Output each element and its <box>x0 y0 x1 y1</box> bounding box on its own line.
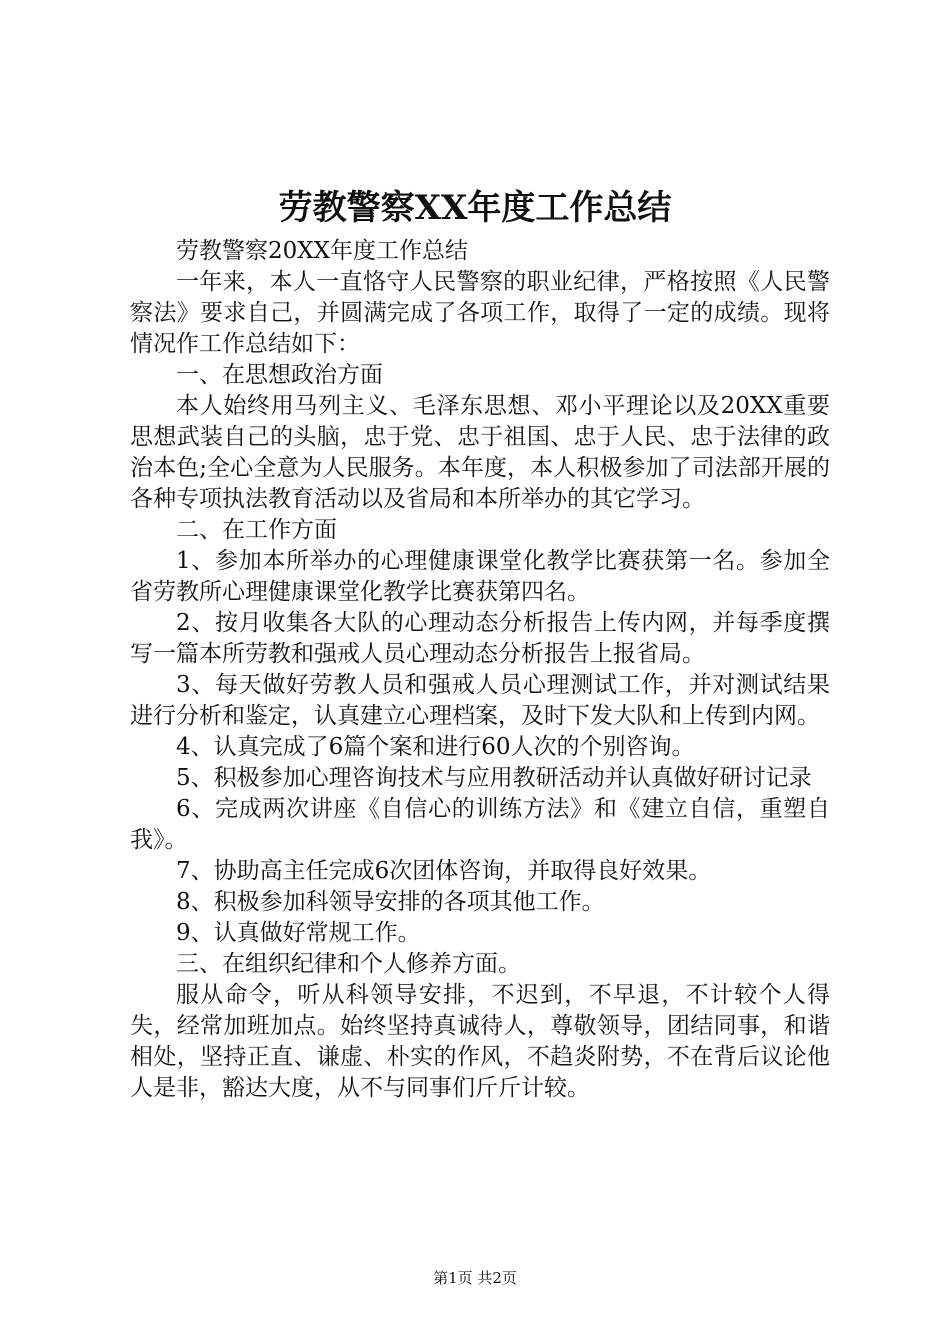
page-footer: 第1页 共2页 <box>433 1269 517 1287</box>
work-item-8: 8、积极参加科领导安排的各项其他工作。 <box>176 889 605 915</box>
paragraph-discipline: 服从命令，听从科领导安排，不迟到，不早退，不计较个人得失，经常加班加点。始终坚持真诚待人，尊敬领导，团结同事，和谐相处，坚持正直、谦虚、朴实的作风，不趋炎附势，不在背后议论他人是非，豁达大度，从不与同事们斤斤计较。 <box>130 982 830 1101</box>
work-item-5: 5、积极参加心理咨询技术与应用教研活动并认真做好研讨记录 <box>176 765 812 791</box>
work-item-6: 6、完成两次讲座《自信心的训练方法》和《建立自信，重塑自我》。 <box>130 796 830 853</box>
work-item-1: 1、参加本所举办的心理健康课堂化教学比赛获第一名。参加全省劳教所心理健康课堂化教学比赛获第四名。 <box>130 548 830 605</box>
work-item-2: 2、按月收集各大队的心理动态分析报告上传内网，并每季度撰写一篇本所劳教和强戒人员心理动态分析报告上报省局。 <box>130 610 830 667</box>
document-body <box>130 236 830 1104</box>
work-item-3: 3、每天做好劳教人员和强戒人员心理测试工作，并对测试结果进行分析和鉴定，认真建立心理档案，及时下发大队和上传到内网。 <box>130 672 830 729</box>
document-title: 劳教警察XX年度工作总结 <box>278 188 672 228</box>
section-heading-discipline: 三、在组织纪律和个人修养方面。 <box>176 951 521 977</box>
paragraph-politics: 本人始终用马列主义、毛泽东思想、邓小平理论以及20XX重要思想武装自己的头脑，忠于党、忠于祖国、忠于人民、忠于法律的政治本色;全心全意为人民服务。本年度，本人积极参加了司法部开展的各种专项执法教育活动以及省局和本所举办的其它学习。 <box>130 393 830 512</box>
paragraph-intro: 一年来，本人一直恪守人民警察的职业纪律，严格按照《人民警察法》要求自己，并圆满完成了各项工作，取得了一定的成绩。现将情况作工作总结如下： <box>130 269 830 357</box>
paragraph-subtitle: 劳教警察20XX年度工作总结 <box>176 238 469 264</box>
work-item-4: 4、认真完成了6篇个案和进行60人次的个别咨询。 <box>176 734 695 760</box>
work-item-7: 7、协助高主任完成6次团体咨询，并取得良好效果。 <box>176 858 712 884</box>
work-item-9: 9、认真做好常规工作。 <box>176 920 421 946</box>
section-heading-work: 二、在工作方面 <box>176 517 337 543</box>
section-heading-politics: 一、在思想政治方面 <box>176 362 383 388</box>
